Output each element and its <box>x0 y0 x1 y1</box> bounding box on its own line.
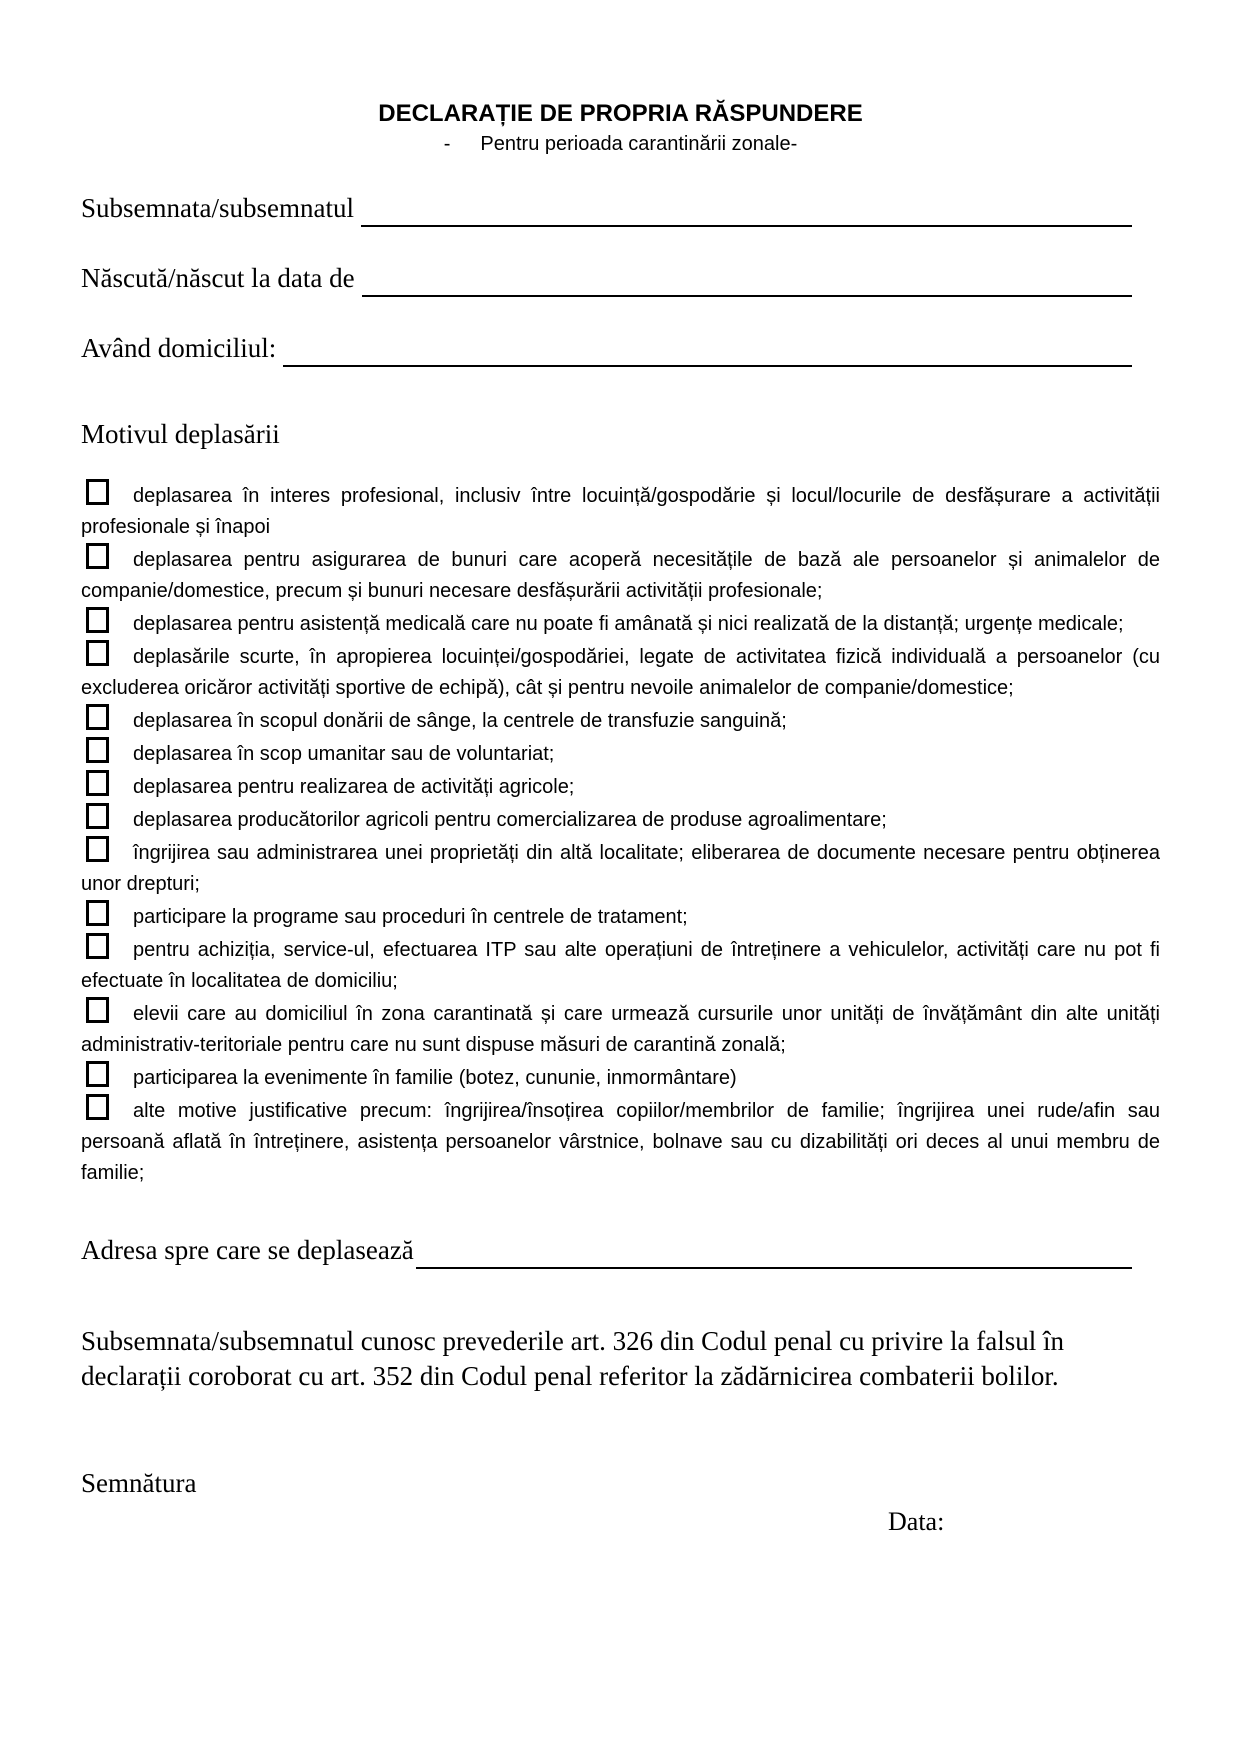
checkbox-icon[interactable] <box>86 1094 109 1120</box>
blank-line[interactable] <box>283 331 1132 367</box>
reason-label: participarea la evenimente în familie (botez, cununie, inmormântare) <box>133 1067 737 1089</box>
reason-label: deplasarea pentru asistență medicală care nu poate fi amânată și nici realizată de la distanță; urgențe medicale; <box>133 613 1124 635</box>
reason-label: deplasările scurte, în apropierea locuinței/gospodăriei, legate de activitatea fizică individuală a persoanelor (cu excluderea oricăror activități sportive de echipă), cât și pentru nevoile animalelor de companie/domestice; <box>81 646 1160 699</box>
reason-item <box>81 640 1160 704</box>
reason-item <box>81 900 1160 933</box>
identity-fields <box>81 189 1160 367</box>
checkbox-icon[interactable] <box>86 836 109 862</box>
reason-item <box>81 770 1160 803</box>
reason-item <box>81 737 1160 770</box>
reason-item <box>81 607 1160 640</box>
checkbox-icon[interactable] <box>86 607 109 633</box>
reason-item <box>81 997 1160 1061</box>
reason-label: deplasarea pentru asigurarea de bunuri care acoperă necesitățile de bază ale persoanelor și animalelor de companie/domestice, precum și bunuri necesare desfășurării activității profesionale; <box>81 549 1160 602</box>
reason-label: pentru achiziția, service-ul, efectuarea ITP sau alte operațiuni de întreținere a vehiculelor, activități care nu pot fi efectuate în localitatea de domiciliu; <box>81 939 1160 992</box>
field-label: Adresa spre care se deplasează <box>81 1235 414 1265</box>
reason-label: deplasarea în interes profesional, inclusiv între locuință/gospodărie și locul/locurile de desfășurare a activității profesionale și înapoi <box>81 485 1160 538</box>
reason-label: elevii care au domiciliul în zona carantinată și care urmează cursurile unor unități de învățământ din alte unități administrativ-teritoriale pentru care nu sunt dispuse măsuri de carantină zonală; <box>81 1003 1160 1056</box>
checkbox-icon[interactable] <box>86 640 109 666</box>
reason-label: îngrijirea sau administrarea unei proprietăți din altă localitate; eliberarea de documente necesare pentru obținerea unor drepturi; <box>81 842 1160 895</box>
signature-label: Semnătura <box>81 1468 197 1498</box>
form-field <box>81 329 1160 367</box>
blank-line[interactable] <box>362 261 1132 297</box>
reason-item <box>81 1094 1160 1189</box>
reasons-checklist <box>81 479 1160 1189</box>
reason-item <box>81 479 1160 543</box>
reason-label: deplasarea în scopul donării de sânge, la centrele de transfuzie sanguină; <box>133 710 787 732</box>
reason-label: deplasarea pentru realizarea de activități agricole; <box>133 776 575 798</box>
reason-item <box>81 933 1160 997</box>
checkbox-icon[interactable] <box>86 1061 109 1087</box>
subtitle-dash: - <box>443 133 451 155</box>
reason-item <box>81 543 1160 607</box>
checkbox-icon[interactable] <box>86 543 109 569</box>
document-title: DECLARAȚIE DE PROPRIA RĂSPUNDERE <box>378 100 863 127</box>
form-field <box>81 259 1160 297</box>
reason-item <box>81 836 1160 900</box>
reason-label: alte motive justificative precum: îngrijirea/însoțirea copiilor/membrilor de familie; îngrijirea unei rude/afin sau persoană aflată în întreținere, asistența persoanelor vârstnice, bolnave sau cu dizabilități ori deces al unui membru de familie; <box>81 1100 1160 1184</box>
field-label: Subsemnata/subsemnatul <box>81 193 354 223</box>
field-label: Născută/născut la data de <box>81 263 355 293</box>
checkbox-icon[interactable] <box>86 803 109 829</box>
address-field <box>81 1231 1160 1269</box>
document-subtitle <box>81 131 1160 157</box>
section-heading-motivul: Motivul deplasării <box>81 419 280 449</box>
checkbox-icon[interactable] <box>86 479 109 505</box>
reason-label: participare la programe sau proceduri în centrele de tratament; <box>133 906 688 928</box>
checkbox-icon[interactable] <box>86 737 109 763</box>
reason-item <box>81 803 1160 836</box>
checkbox-icon[interactable] <box>86 704 109 730</box>
subtitle-text: Pentru perioada carantinării zonale- <box>480 133 798 155</box>
reason-label: deplasarea în scop umanitar sau de voluntariat; <box>133 743 555 765</box>
blank-line[interactable] <box>361 191 1132 227</box>
reason-label: deplasarea producătorilor agricoli pentru comercializarea de produse agroalimentare; <box>133 809 887 831</box>
checkbox-icon[interactable] <box>86 933 109 959</box>
reason-item <box>81 1061 1160 1094</box>
legal-paragraph: Subsemnata/subsemnatul cunosc prevederile art. 326 din Codul penal cu privire la falsul în declarații coroborat cu art. 352 din Codul penal referitor la zădărnicirea combaterii bolilor. <box>81 1326 1064 1391</box>
checkbox-icon[interactable] <box>86 900 109 926</box>
checkbox-icon[interactable] <box>86 997 109 1023</box>
checkbox-icon[interactable] <box>86 770 109 796</box>
form-field <box>81 189 1160 227</box>
blank-line[interactable] <box>416 1233 1132 1269</box>
reason-item <box>81 704 1160 737</box>
field-label: Având domiciliul: <box>81 333 277 363</box>
date-label: Data: <box>888 1507 945 1536</box>
